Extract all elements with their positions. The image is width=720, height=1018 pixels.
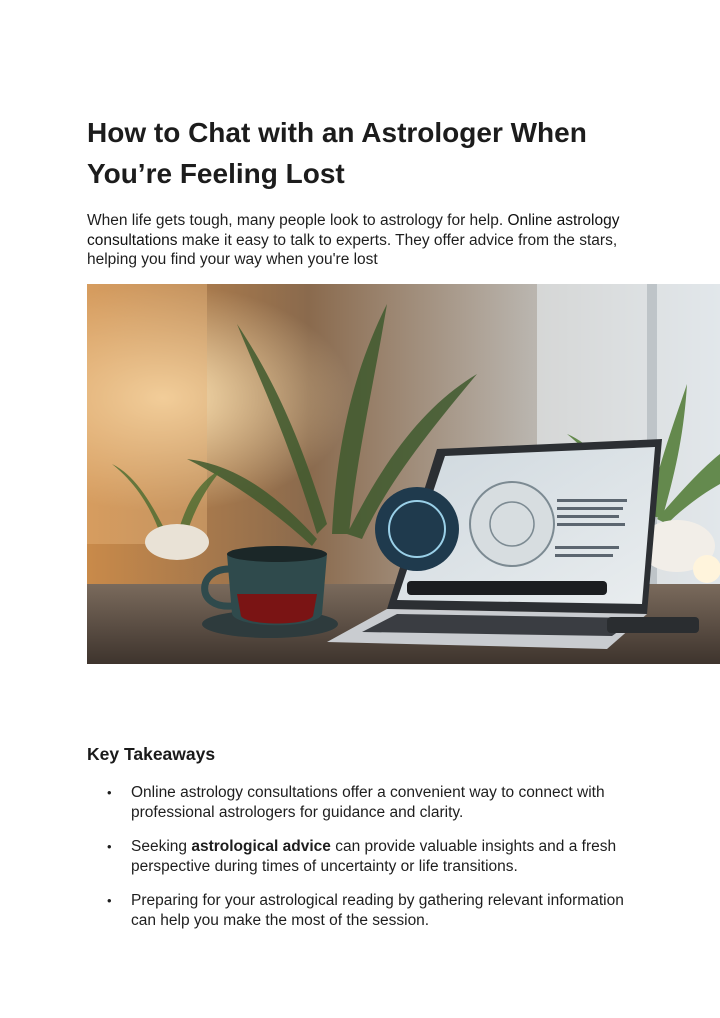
key-takeaways-heading: Key Takeaways xyxy=(87,744,216,764)
list-item xyxy=(87,783,647,822)
takeaway-text-after: can provide valuable insights and a fresh perspective during times of uncertainty or life transitions. xyxy=(131,838,617,875)
takeaway-bold-text: astrological advice xyxy=(191,838,331,855)
takeaway-text-before: Seeking xyxy=(131,838,192,855)
takeaway-text: Online astrology consultations offer a convenient way to connect with professional astrologers for guidance and clarity. xyxy=(131,784,605,821)
bullet-icon: • xyxy=(107,785,112,800)
online-consultations-link[interactable]: Online astrology consultations xyxy=(87,212,620,249)
bullet-icon: • xyxy=(107,839,112,854)
laptop-astrology-chart-image xyxy=(87,284,720,664)
list-item xyxy=(87,891,647,930)
list-item xyxy=(87,837,647,876)
key-takeaways-list xyxy=(87,783,647,930)
takeaway-text: Preparing for your astrological reading by gathering relevant information can help you make the most of the session. xyxy=(131,892,624,929)
hero-image xyxy=(87,284,720,664)
intro-text-before: When life gets tough, many people look to astrology for help. xyxy=(87,212,508,229)
intro-text-after: make it easy to talk to experts. They offer advice from the stars, helping you find your way when you're lost xyxy=(87,231,618,268)
bullet-icon: • xyxy=(107,893,112,908)
intro-paragraph xyxy=(87,211,647,270)
page-title: How to Chat with an Astrologer When You’re Feeling Lost xyxy=(87,117,587,189)
